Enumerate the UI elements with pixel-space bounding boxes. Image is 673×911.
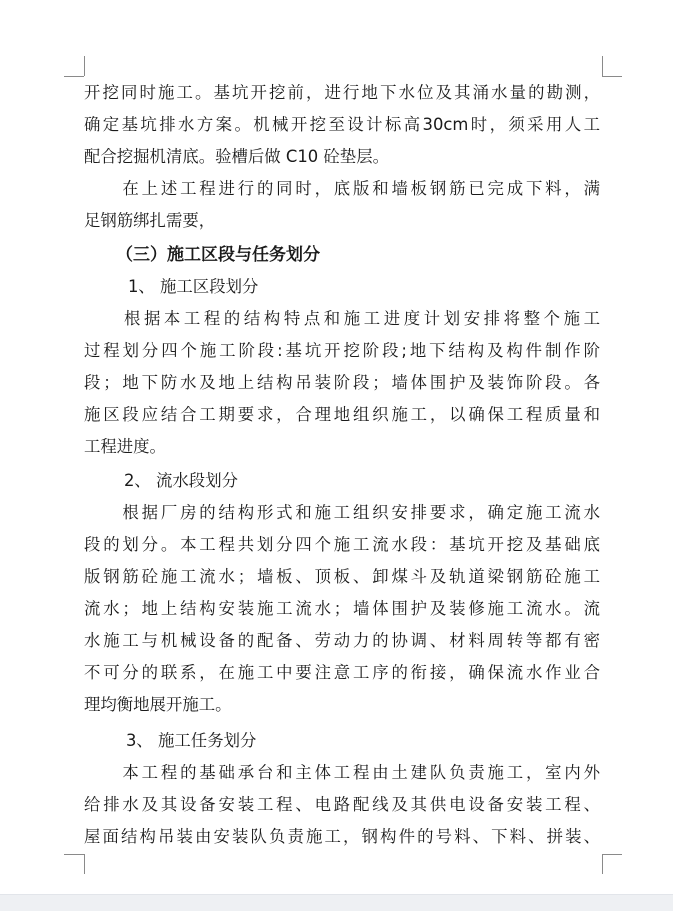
- text-line: 足钢筋绑扎需要，: [84, 211, 216, 230]
- subsection-title: 1、 施工区段划分: [128, 277, 259, 296]
- text-line: 给排水及其设备安装工程、电路配线及其供电设备安装工程、: [84, 795, 600, 814]
- text-line: 根据本工程的结构特点和施工进度计划安排将整个施工: [84, 309, 600, 328]
- text-line: 本工程的基础承台和主体工程由土建队负责施工，室内外: [84, 763, 600, 782]
- page-gap: [0, 894, 673, 911]
- text-line: 段的划分。本工程共划分四个施工流水段：基坑开挖及基础底: [84, 535, 600, 554]
- text-line: 过程划分四个施工阶段:基坑开挖阶段;地下结构及构件制作阶: [84, 341, 600, 360]
- text-line: 流水；地上结构安装施工流水；墙体围护及装修施工流水。流: [84, 599, 600, 618]
- text-line: 屋面结构吊装由安装队负责施工，钢构件的号料、下料、拼装、: [84, 827, 600, 846]
- text-line: 在上述工程进行的同时，底版和墙板钢筋已完成下料，满: [84, 179, 600, 198]
- text-line: 根据厂房的结构形式和施工组织安排要求，确定施工流水: [84, 503, 600, 522]
- section-heading: （三）施工区段与任务划分: [116, 245, 320, 265]
- text-line: 确定基坑排水方案。机械开挖至设计标高30cm时，须采用人工: [84, 115, 600, 134]
- text-line: 版钢筋砼施工流水；墙板、顶板、卸煤斗及轨道梁钢筋砼施工: [84, 567, 600, 586]
- text-line: 工程进度。: [84, 437, 166, 456]
- subsection-title: 2、 流水段划分: [124, 471, 238, 490]
- text-line: 施区段应结合工期要求，合理地组织施工，以确保工程质量和: [84, 405, 600, 424]
- text-line: 不可分的联系，在施工中要注意工序的衔接，确保流水作业合: [84, 663, 600, 682]
- text-line: 水施工与机械设备的配备、劳动力的协调、材料周转等都有密: [84, 631, 600, 650]
- text-line: 段；地下防水及地上结构吊装阶段；墙体围护及装饰阶段。各: [84, 373, 600, 392]
- text-line: 开挖同时施工。基坑开挖前，进行地下水位及其涌水量的勘测，: [84, 83, 600, 102]
- subsection-title: 3、 施工任务划分: [126, 731, 257, 750]
- text-line: 理均衡地展开施工。: [84, 695, 232, 714]
- text-line: 配合挖掘机清底。验槽后做 C10 砼垫层。: [84, 147, 389, 166]
